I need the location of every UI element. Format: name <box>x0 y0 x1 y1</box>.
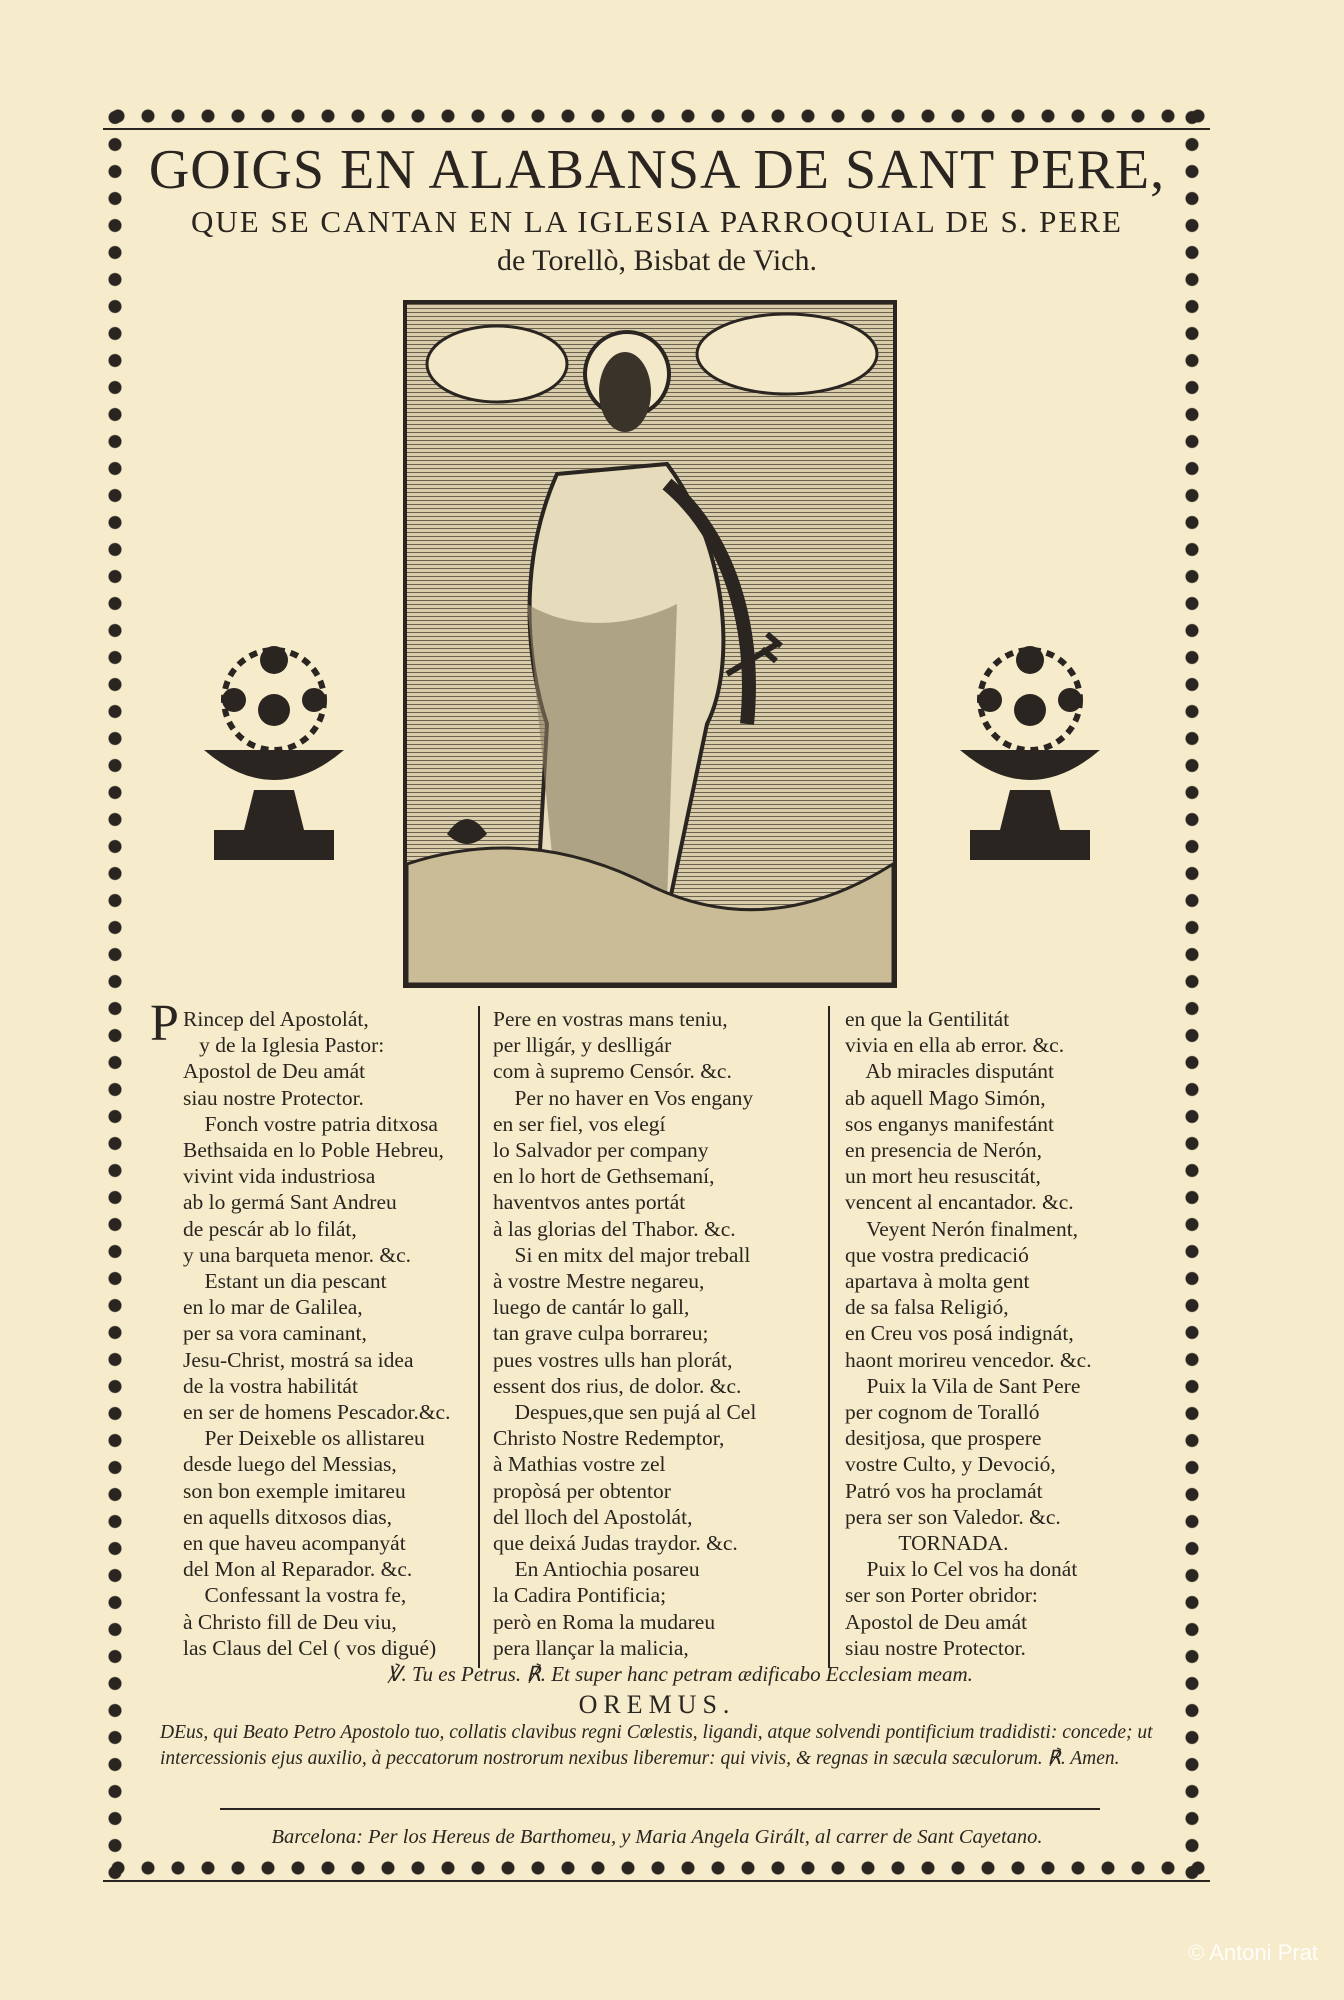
divider-rule <box>220 1808 1100 1810</box>
saint-peter-woodcut <box>403 300 897 988</box>
left-ornament-border <box>103 104 133 1886</box>
column-divider <box>478 1006 480 1668</box>
verse-column-3: en que la Gentilitát vivia en ella ab error. &c. Ab miracles disputánt ab aquell Mago Simón, sos enganys manifestánt en presencia de Nerón, un mort heu resuscitát, vencent al encantador. &c. Veyent Nerón finalment, que vostra predicació apartava à molta gent de sa falsa Religió, en Creu vos posá indignát, haont morireu vencedor. &c. Puix la Vila de Sant Pere per cognom de Toralló desitjosa, que prospere vostre Culto, y Devoció, Patró vos ha proclamát pera ser son Valedor. &c. TORNADA. Puix lo Cel vos ha donát ser son Porter obridor: Apostol de Deu amát siau nostre Protector. <box>845 1007 1092 1660</box>
printer-imprint: Barcelona: Per los Hereus de Barthomeu, y Maria Angela Girált, al carrer de Sant Cayetano. <box>271 1826 1043 1848</box>
verse-column-1: Rincep del Apostolát, y de la Iglesia Pastor: Apostol de Deu amát siau nostre Protector. Fonch vostre patria ditxosa Bethsaida en lo Poble Hebreu, vivint vida industriosa ab lo germá Sant Andreu de pescár ab lo filát, y una barqueta menor. &c. Estant un dia pescant en lo mar de Galilea, per sa vora caminant, Jesu-Christ, mostrá sa idea de la vostra habilitát en ser de homens Pescador.&c. Per Deixeble os allistareu desde luego del Messias, son bon exemple imitareu en aquells ditxosos dias, en que haveu acompanyát del Mon al Reparador. &c. Confessant la vostra fe, à Christo fill de Deu viu, las Claus del Cel ( vos digué) <box>183 1007 451 1660</box>
page-subtitle-place: de Torellò, Bisbat de Vich. <box>497 244 817 277</box>
drop-capital: P <box>150 995 179 1052</box>
top-ornament-border <box>103 104 1210 134</box>
right-ornament-border <box>1180 104 1210 1886</box>
page-subtitle: QUE SE CANTAN EN LA IGLESIA PARROQUIAL DE S. PERE <box>191 204 1123 239</box>
versicle-line: ℣. Tu es Petrus. ℟. Et super hanc petram ædificabo Ecclesiam meam. <box>387 1662 973 1686</box>
left-flower-vase-ornament <box>184 630 364 865</box>
verse-column-2: Pere en vostras mans teniu, per lligár, y deslligár com à supremo Censór. &c. Per no haver en Vos engany en ser fiel, vos elegí lo Salvador per company en lo hort de Gethsemaní, haventvos antes portát à las glorias del Thabor. &c. Si en mitx del major treball à vostre Mestre negareu, luego de cantár lo gall, tan grave culpa borrareu; pues vostres ulls han plorát, essent dos rius, de dolor. &c. Despues,que sen pujá al Cel Christo Nostre Redemptor, à Mathias vostre zel propòsá per obtentor del lloch del Apostolát, que deixá Judas traydor. &c. En Antiochia posareu la Cadira Pontificia; però en Roma la mudareu pera llançar la malicia, <box>493 1007 757 1660</box>
bottom-ornament-border <box>103 1856 1210 1886</box>
column-divider <box>828 1006 830 1668</box>
right-flower-vase-ornament <box>940 630 1120 865</box>
oremus-heading: OREMUS. <box>578 1690 736 1719</box>
page-title: GOIGS EN ALABANSA DE SANT PERE, <box>148 139 1166 201</box>
prayer-text: DEus, qui Beato Petro Apostolo tuo, collatis clavibus regni Cœlestis, ligandi, atque solvendi pontificium tradidisti: concede; ut intercessionis ejus auxilio, à peccatorum nostrorum nexibus liberemur: qui vivis, & regnas in sæcula sæculorum. ℟. Amen. <box>160 1722 1153 1769</box>
copyright-watermark: © Antoni Prat <box>1188 1940 1318 1965</box>
